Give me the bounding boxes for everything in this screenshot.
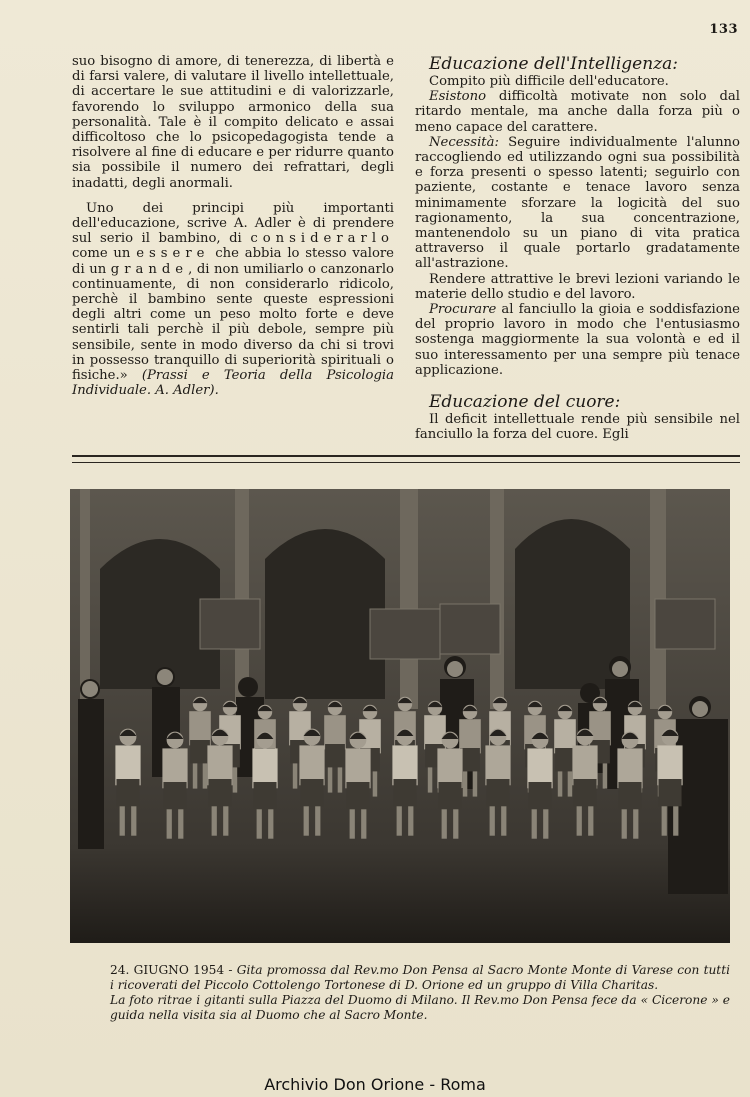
paragraph-compito: Compito più difficile dell'educatore. [429, 74, 669, 89]
right-column [415, 54, 740, 442]
heading-intelligenza: Educazione dell'Intelligenza: [429, 54, 679, 74]
left-column [72, 54, 394, 398]
adler-citation: (Prassi e Teoria della Psicologia Individuale. A. Adler). [72, 368, 394, 399]
adler-quote-part-3: che abbia lo stesso valore di un [72, 246, 394, 277]
paragraph-deficit: Il deficit intellettuale rende più sensibile nel fanciullo la forza del cuore. Egli [415, 412, 740, 443]
adler-quote-part-2: come un [72, 246, 137, 262]
spaced-word-essere: essere [136, 246, 210, 262]
adler-quote-part-1: Uno dei principi più importanti dell'educazione, scrive A. Adler è di prendere sul serio il bambino, di [72, 200, 394, 247]
spaced-word-considerarlo: considerarlo [250, 231, 394, 247]
spaced-word-grande: grande [110, 261, 189, 277]
label-esistono: Esistono [429, 89, 487, 105]
caption-date: 24. GIUGNO 1954 [110, 963, 225, 977]
label-procurare: Procurare [429, 302, 497, 318]
paragraph-procurare [415, 302, 740, 378]
paragraph-esistono [415, 89, 740, 135]
text-procurare: al fanciullo la gioia e soddisfazione del proprio lavoro in modo che l'entusiasmo sostenga maggiormente la sua volontà e ed il suo interessamento per una sempre più tenace applicazione. [415, 302, 740, 378]
photo-caption [110, 963, 730, 1023]
left-paragraph-2 [72, 201, 394, 399]
divider-rule-bottom [72, 462, 740, 463]
caption-line-1 [110, 963, 730, 993]
caption-line-2: La foto ritrae i gitanti sulla Piazza del Duomo di Milano. Il Rev.mo Don Pensa fece da « Cicerone » e guida nella visita sia al Duomo che al Sacro Monte. [110, 993, 730, 1022]
caption-description: - Gita promossa dal Rev.mo Don Pensa al Sacro Monte Monte di Varese con tutti i ricoverati del Piccolo Cottolengo Tortonese di D. Orione ed un gruppo di Villa Charitas. [110, 963, 731, 992]
paragraph-necessita [415, 135, 740, 272]
archive-footer: Archivio Don Orione - Roma [264, 1075, 486, 1094]
heading-cuore: Educazione del cuore: [429, 392, 621, 413]
group-photo-illustration [70, 489, 730, 943]
left-paragraph-1: suo bisogno di amore, di tenerezza, di libertà e di farsi valere, di valutare il livello intellettuale, di accertare le sue attitudini e di valorizzarle, favorendo lo sviluppo armonico della sua personalità. Tale è il compito delicato e assai difficoltoso che lo psicopedagogista tende a risolvere al fine di educare e per ridurre quanto sia possibile il numero dei refrattari, degli inadatti, degli anormali. [72, 54, 394, 191]
group-photo [70, 489, 730, 943]
page-number: 133 [709, 22, 738, 37]
divider-rule-top [72, 455, 740, 457]
label-necessita: Necessità: [429, 134, 499, 150]
adler-quote-part-4: , di non umiliarlo o canzonarlo continuamente, di non considerarlo ridicolo, perchè il bambino sente queste espressioni degli altri come un peso molto forte e deve sentirli tali perchè il più debole, sempre più sensibile, sente in modo diverso da chi si trovi in possesso tranquillo di superiorità spirituali o fisiche.» [72, 261, 394, 384]
paragraph-rendere: Rendere attrattive le brevi lezioni variando le materie dello studio e del lavoro. [415, 271, 740, 302]
text-esistono: difficoltà motivate non solo dal ritardo mentale, ma anche dalla forza più o meno capace del carattere. [415, 89, 740, 135]
text-necessita: Seguire individualmente l'alunno raccogliendo ed utilizzando ogni sua possibilità e forza presenti o spesso latenti; seguirlo con paziente, costante e tenace lavoro senza minimamente sforzare la logicità del suo ragionamento, la sua concentrazione, mantenendolo su un piano di vita pratica attraverso il quale portarlo gradatamente all'astrazione. [415, 134, 740, 272]
